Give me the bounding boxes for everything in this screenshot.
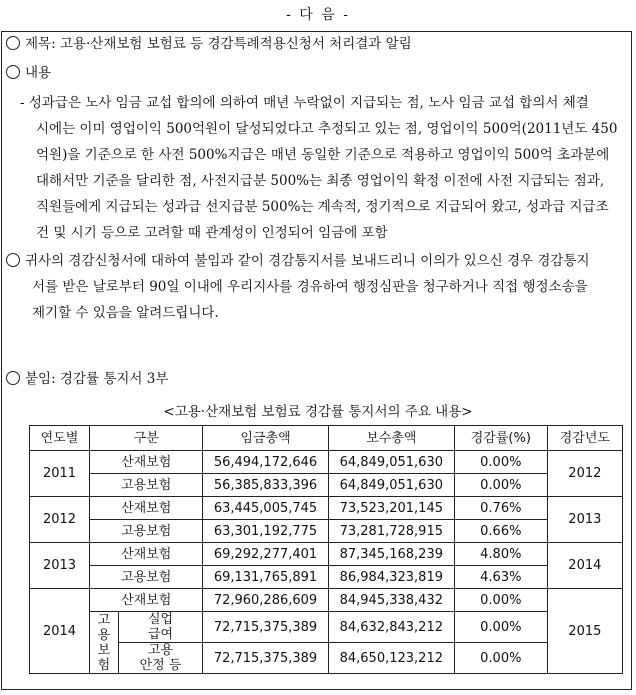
pay-cell: 64,849,051,630 — [328, 474, 454, 497]
table-row — [30, 474, 623, 497]
year-cell: 2013 — [30, 543, 90, 589]
title-item — [6, 36, 412, 52]
table-row — [30, 566, 623, 589]
table-row — [30, 589, 623, 612]
year-cell: 2011 — [30, 451, 90, 497]
apply-year-cell: 2015 — [547, 589, 622, 674]
apply-year-cell: 2014 — [547, 543, 622, 589]
year-cell: 2012 — [30, 497, 90, 543]
circle-bullet-icon — [6, 371, 20, 385]
content-line: 직원들에게 지급되는 성과급 선지급분 500%는 계속적, 정기적으로 지급되어 왔고, 성과급 지급조 — [36, 199, 609, 215]
content-line: 건 및 시기 등으로 고려할 때 관계성이 인정되어 임금에 포함 — [36, 225, 388, 241]
pay-cell: 64,849,051,630 — [328, 451, 454, 474]
table-caption: <고용·산재보험 보험료 경감률 통지서의 주요 내용> — [163, 404, 473, 420]
subtype-line: 안정 등 — [139, 658, 182, 673]
wage-cell: 72,715,375,389 — [203, 643, 328, 674]
wage-cell: 69,292,277,401 — [203, 543, 328, 566]
notice-line: 제기할 수 있음을 알려드립니다. — [32, 305, 219, 321]
wage-cell: 72,960,286,609 — [203, 589, 328, 612]
header-rate: 경감률(%) — [454, 426, 547, 451]
pay-cell: 73,281,728,915 — [328, 520, 454, 543]
pay-cell: 84,945,338,432 — [328, 589, 454, 612]
wage-cell: 69,131,765,891 — [203, 566, 328, 589]
content-line: 대해서만 기준을 달리한 점, 사전지급분 500%는 최종 영업이익 확정 이전에 사전 지급되는 점과, — [36, 173, 605, 189]
table-row — [30, 451, 623, 474]
wage-cell: 63,445,005,745 — [203, 497, 328, 520]
rate-cell: 0.00% — [454, 643, 547, 674]
wage-cell: 56,385,833,396 — [203, 474, 328, 497]
pay-cell: 87,345,168,239 — [328, 543, 454, 566]
wage-cell: 56,494,172,646 — [203, 451, 328, 474]
type-cell: 산재보험 — [90, 497, 203, 520]
table-row — [30, 497, 623, 520]
content-paragraph — [20, 90, 630, 246]
header-year: 연도별 — [30, 426, 90, 451]
wage-cell: 63,301,192,775 — [203, 520, 328, 543]
circle-bullet-icon — [6, 65, 20, 79]
rate-cell: 0.00% — [454, 612, 547, 643]
notice-paragraph — [6, 248, 630, 326]
table-row — [30, 543, 623, 566]
rate-cell: 0.00% — [454, 589, 547, 612]
attachment-item — [6, 371, 168, 387]
rate-cell: 0.00% — [454, 474, 547, 497]
circle-bullet-icon — [6, 36, 20, 50]
content-line: 억원)을 기준으로 한 사전 500%지급은 매년 동일한 기준으로 적용하고 영업이익 500억 초과분에 — [36, 147, 610, 163]
notice-line: 서를 받은 날로부터 90일 이내에 우리지사를 경유하여 행정심판을 청구하거나 직접 행정소송을 — [32, 279, 588, 295]
rate-cell: 4.80% — [454, 543, 547, 566]
document-header: - 다 음 - — [286, 7, 350, 23]
rate-cell: 4.63% — [454, 566, 547, 589]
table-header-row — [30, 426, 623, 451]
content-label: 내용 — [25, 65, 52, 81]
content-item — [6, 65, 51, 81]
type-cell: 산재보험 — [90, 451, 203, 474]
reduction-rate-table — [29, 425, 623, 674]
subtype-cell — [118, 612, 203, 643]
pay-cell: 73,523,201,145 — [328, 497, 454, 520]
subtype-line: 급여 — [147, 627, 174, 642]
type-cell: 산재보험 — [90, 543, 203, 566]
type-cell: 고용보험 — [90, 520, 203, 543]
notice-line — [6, 248, 630, 274]
header-wage-total: 임금총액 — [203, 426, 328, 451]
table-row — [30, 520, 623, 543]
type-cell: 고용보험 — [90, 566, 203, 589]
rate-cell: 0.76% — [454, 497, 547, 520]
notice-text: 귀사의 경감신청서에 대하여 불임과 같이 경감통지서를 보내드리니 이의가 있으신 경우 경감통지 — [25, 253, 590, 269]
apply-year-cell: 2012 — [547, 451, 622, 497]
circle-bullet-icon — [6, 253, 20, 267]
group-label-char: 고 — [97, 612, 111, 628]
title-text: 제목: 고용·산재보험 보험료 등 경감특례적용신청서 처리결과 알림 — [25, 36, 412, 52]
apply-year-cell: 2013 — [547, 497, 622, 543]
subtype-line: 실업 — [147, 612, 174, 627]
rate-cell: 0.00% — [454, 451, 547, 474]
pay-cell: 84,650,123,212 — [328, 643, 454, 674]
table-row — [30, 612, 623, 643]
content-line: 시에는 이미 영업이익 500억원이 달성되었다고 추정되고 있는 점, 영업이익 500억(2011년도 450 — [36, 121, 618, 137]
header-category: 구분 — [90, 426, 203, 451]
year-cell: 2014 — [30, 589, 90, 674]
wage-cell: 72,715,375,389 — [203, 612, 328, 643]
header-apply-year: 경감년도 — [547, 426, 622, 451]
pay-cell: 86,984,323,819 — [328, 566, 454, 589]
rate-cell: 0.66% — [454, 520, 547, 543]
subtype-cell — [118, 643, 203, 674]
table-row — [30, 643, 623, 674]
group-label — [94, 613, 114, 673]
attachment-text: 붙임: 경감률 통지서 3부 — [25, 371, 169, 387]
type-cell: 산재보험 — [90, 589, 203, 612]
header-pay-total: 보수총액 — [328, 426, 454, 451]
type-cell: 고용보험 — [90, 474, 203, 497]
subtype-line: 고용 — [147, 643, 174, 658]
content-line: - 성과급은 노사 임금 교섭 합의에 의하여 매년 누락없이 지급되는 점, 노사 임금 교섭 합의서 체결 — [20, 95, 589, 111]
group-label-char: 보 — [97, 642, 111, 658]
employment-insurance-group-cell — [90, 612, 119, 674]
pay-cell: 84,632,843,212 — [328, 612, 454, 643]
group-label-char: 용 — [97, 627, 111, 643]
group-label-char: 험 — [97, 657, 111, 673]
